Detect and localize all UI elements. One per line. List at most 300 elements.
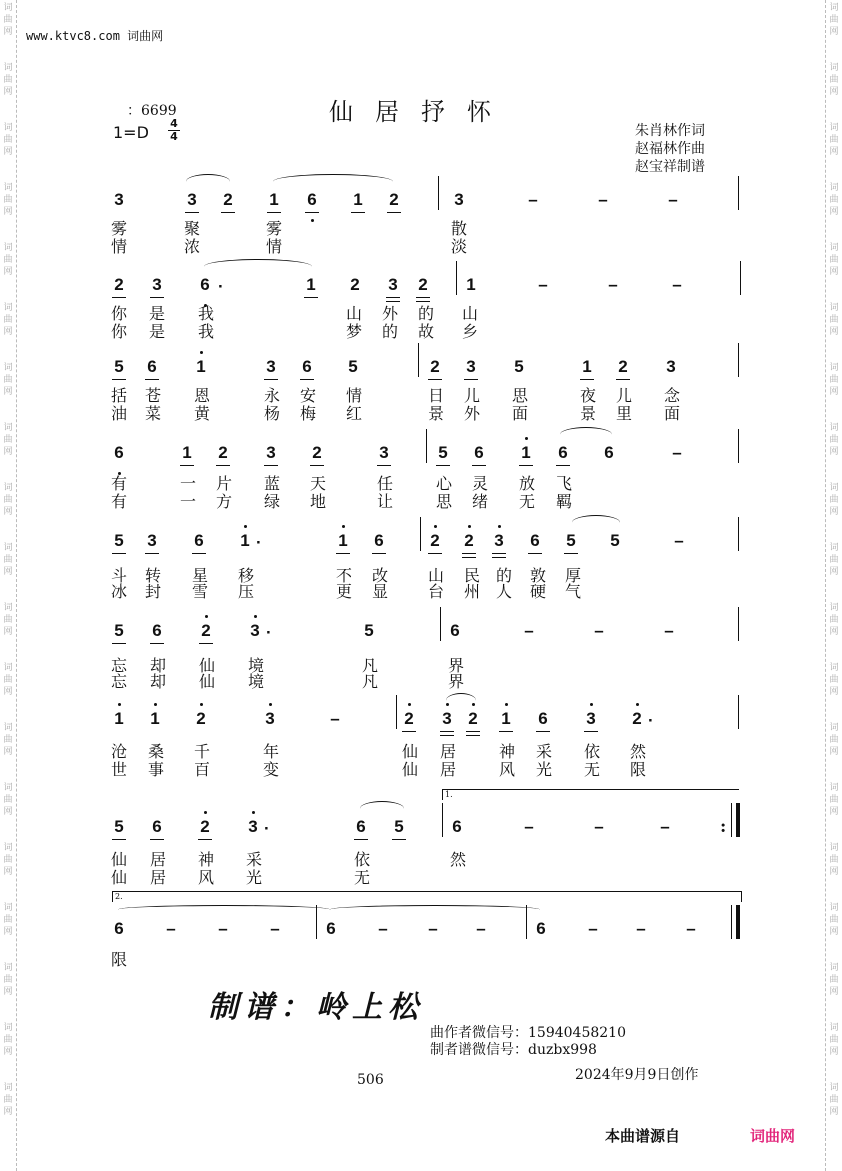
time-top: 4	[170, 117, 178, 130]
note: 5	[110, 357, 128, 377]
dash: –	[428, 919, 438, 938]
lyric: 采	[245, 850, 262, 869]
lyric: 敦	[529, 566, 546, 585]
lyric: 情	[110, 237, 127, 256]
dash: –	[594, 817, 604, 836]
barline	[418, 343, 419, 377]
transcriber: 赵宝祥制谱	[635, 159, 705, 175]
note: 3	[462, 357, 480, 377]
barline	[738, 176, 739, 210]
lyric: 儿	[615, 386, 632, 405]
note: 3	[143, 531, 161, 551]
barline	[526, 905, 527, 939]
creation-date: 2024年9月9日创作	[575, 1067, 699, 1083]
lyric: 方	[215, 492, 232, 511]
lyric: 绿	[263, 492, 280, 511]
note: 2	[350, 275, 360, 294]
barline	[731, 905, 732, 939]
lyric: 神	[197, 850, 214, 869]
lyric: 不	[335, 566, 352, 585]
dash: –	[218, 919, 228, 938]
watermark-text: 词 曲 网	[3, 1023, 13, 1057]
dash: –	[524, 621, 534, 640]
note: 5	[610, 531, 620, 550]
lyric: 限	[110, 950, 127, 969]
lyric: 光	[245, 868, 262, 887]
note: 2	[464, 709, 482, 729]
note: 6	[190, 531, 208, 551]
note: 3	[148, 275, 166, 295]
watermark-text: 词 曲 网	[829, 903, 839, 937]
watermark-text: 词 曲 网	[3, 543, 13, 577]
time-bottom: 4	[170, 130, 178, 143]
note: 2	[426, 357, 444, 377]
lyric: 事	[147, 760, 164, 779]
note: 2	[196, 817, 214, 837]
note: 6	[114, 919, 124, 938]
barline	[438, 176, 439, 210]
dash: –	[528, 190, 538, 209]
note: 3	[261, 709, 279, 729]
lyric: 风	[197, 868, 214, 887]
lyric: 念	[663, 386, 680, 405]
watermark-text: 词 曲 网	[829, 1023, 839, 1057]
dash: –	[636, 919, 646, 938]
source-brand-link[interactable]: 词曲网	[750, 1127, 796, 1145]
lyric: 是	[148, 322, 165, 341]
note: 1	[497, 709, 515, 729]
lyric: 外	[381, 304, 398, 323]
lyric: 采	[535, 742, 552, 761]
lyric: 儿	[463, 386, 480, 405]
watermark-text: 词 曲 网	[3, 3, 13, 37]
lyric: 仙	[110, 868, 127, 887]
watermark-text: 词 曲 网	[829, 843, 839, 877]
note: 5	[110, 621, 128, 641]
note: 1	[236, 531, 254, 551]
note: 6	[196, 275, 214, 295]
lyric: 雾	[110, 219, 127, 238]
lyric: 年	[262, 742, 279, 761]
dash: –	[668, 190, 678, 209]
slur	[560, 427, 612, 442]
note: 2	[426, 531, 444, 551]
watermark-text: 词 曲 网	[3, 303, 13, 337]
lyric: 飞	[555, 474, 572, 493]
lyric: 境	[247, 656, 264, 675]
note: 3	[582, 709, 600, 729]
lyric: 无	[518, 492, 535, 511]
lyric: 压	[237, 582, 254, 601]
lyric: 红	[345, 404, 362, 423]
repeat-dots: :	[720, 817, 727, 837]
composer-wechat: 曲作者微信号：15940458210	[430, 1025, 626, 1041]
aug-dot: ·	[266, 623, 272, 642]
lyric: 仙	[110, 850, 127, 869]
note: 6	[470, 443, 488, 463]
lyric: 州	[463, 582, 480, 601]
note: 6	[352, 817, 370, 837]
lyric: 任	[376, 474, 393, 493]
note: 2	[197, 621, 215, 641]
lyric: 忘	[110, 656, 127, 675]
note: 1	[517, 443, 535, 463]
lyric: 情	[345, 386, 362, 405]
watermark-text: 词 曲 网	[3, 243, 13, 277]
lyric: 片	[215, 474, 232, 493]
lyric: 百	[193, 760, 210, 779]
note: 5	[434, 443, 452, 463]
note: 3	[454, 190, 464, 209]
dash: –	[588, 919, 598, 938]
note: 2	[400, 709, 418, 729]
final-barline	[736, 803, 740, 837]
note: 3	[438, 709, 456, 729]
lyric: 仙	[198, 656, 215, 675]
lyric: 厚	[564, 566, 581, 585]
lyric: 羁	[555, 492, 572, 511]
lyric: 山	[345, 304, 362, 323]
lyric: 更	[335, 582, 352, 601]
dash: –	[166, 919, 176, 938]
barline	[738, 695, 739, 729]
watermark-text: 词 曲 网	[3, 603, 13, 637]
lyric: 你	[110, 322, 127, 341]
note: 3	[114, 190, 124, 209]
lyric: 一	[179, 492, 196, 511]
lyric: 然	[449, 850, 466, 869]
slur	[186, 174, 230, 189]
lyric: 却	[149, 656, 166, 675]
note: 6	[110, 443, 128, 463]
lyric: 神	[498, 742, 515, 761]
watermark-text: 词 曲 网	[829, 723, 839, 757]
lyric: 人	[495, 582, 512, 601]
lyric: 雪	[191, 582, 208, 601]
lyric: 外	[463, 404, 480, 423]
watermark-text: 词 曲 网	[829, 783, 839, 817]
lyric: 景	[579, 404, 596, 423]
lyric: 光	[535, 760, 552, 779]
note: 3	[666, 357, 676, 376]
note: 1	[302, 275, 320, 295]
lyric: 乡	[461, 322, 478, 341]
lyric: 凡	[361, 672, 378, 691]
dash: –	[476, 919, 486, 938]
tie	[330, 905, 540, 914]
lyric: 气	[564, 582, 581, 601]
lyric: 让	[376, 492, 393, 511]
watermark-text: 词 曲 网	[3, 363, 13, 397]
lyric: 却	[149, 672, 166, 691]
lyric: 居	[439, 760, 456, 779]
lyricist: 朱肖林作词	[635, 123, 705, 139]
lyric: 思	[435, 492, 452, 511]
watermark-text: 词 曲 网	[3, 663, 13, 697]
lyric: 然	[629, 742, 646, 761]
lyric: 景	[427, 404, 444, 423]
lyric: 显	[371, 582, 388, 601]
note: 1	[334, 531, 352, 551]
lyric: 杨	[263, 404, 280, 423]
lyric: 转	[144, 566, 161, 585]
contact-info	[430, 1025, 626, 1059]
note: 6	[370, 531, 388, 551]
note: 6	[148, 621, 166, 641]
page-number: 506	[357, 1072, 384, 1088]
lyric: 斗	[110, 566, 127, 585]
watermark-text: 词 曲 网	[829, 963, 839, 997]
watermark-text: 词 曲 网	[829, 243, 839, 277]
lyric: 境	[247, 672, 264, 691]
dash: –	[664, 621, 674, 640]
lyric: 的	[381, 322, 398, 341]
dash: –	[672, 443, 682, 462]
lyric: 绪	[471, 492, 488, 511]
watermark-text: 词 曲 网	[829, 3, 839, 37]
note: 6	[148, 817, 166, 837]
note: 3	[490, 531, 508, 551]
note: 1	[265, 190, 283, 210]
watermark-text: 词 曲 网	[829, 303, 839, 337]
staff-line-5	[0, 531, 842, 621]
lyric: 山	[461, 304, 478, 323]
barline	[738, 607, 739, 641]
time-signature	[168, 118, 180, 143]
aug-dot: ·	[256, 533, 262, 552]
dash: –	[598, 190, 608, 209]
barline	[316, 905, 317, 939]
dash: –	[674, 531, 684, 550]
lyric: 变	[262, 760, 279, 779]
watermark-text: 词 曲 网	[3, 1083, 13, 1117]
lyric: 淡	[450, 237, 467, 256]
dash: –	[686, 919, 696, 938]
watermark-text: 词 曲 网	[3, 183, 13, 217]
note: 2	[308, 443, 326, 463]
note: 1	[466, 275, 476, 294]
final-barline	[736, 905, 740, 939]
watermark-text: 词 曲 网	[3, 903, 13, 937]
watermark-text: 词 曲 网	[3, 123, 13, 157]
composer: 赵福林作曲	[635, 141, 705, 157]
note: 6	[526, 531, 544, 551]
lyric: 界	[447, 672, 464, 691]
note: 6	[303, 190, 321, 210]
note: 5	[390, 817, 408, 837]
lyric: 油	[110, 404, 127, 423]
note: 1	[349, 190, 367, 210]
lyric: 千	[193, 742, 210, 761]
lyric: 心	[435, 474, 452, 493]
barline	[420, 517, 421, 551]
staff-line-6	[0, 621, 842, 711]
slur	[204, 259, 312, 274]
watermark-text: 词 曲 网	[3, 843, 13, 877]
source-label: 本曲谱源自	[605, 1127, 681, 1145]
lyric: 依	[353, 850, 370, 869]
note: 2	[214, 443, 232, 463]
staff-line-3	[0, 357, 842, 447]
site-url[interactable]: www.ktvc8.com 词曲网	[26, 29, 164, 43]
transcriber-signature: 制谱：岭上松	[208, 990, 424, 1025]
lyric: 梦	[345, 322, 362, 341]
lyric: 仙	[401, 742, 418, 761]
watermark-text: 词 曲 网	[829, 183, 839, 217]
barline	[738, 343, 739, 377]
note: 3	[262, 443, 280, 463]
dash: –	[270, 919, 280, 938]
lyric: 我	[197, 322, 214, 341]
song-title: 仙居抒怀	[329, 98, 513, 126]
note: 5	[110, 817, 128, 837]
note: 5	[348, 357, 358, 376]
note: 2	[110, 275, 128, 295]
lyric: 蓝	[263, 474, 280, 493]
aug-dot: ·	[648, 711, 654, 730]
lyric: 地	[309, 492, 326, 511]
slur	[572, 515, 620, 530]
lyric: 界	[447, 656, 464, 675]
staff-line-1	[0, 190, 842, 280]
note: 6	[452, 817, 462, 836]
dash: –	[594, 621, 604, 640]
staff-line-7	[0, 709, 842, 799]
barline	[731, 803, 732, 837]
lyric: 情	[265, 237, 282, 256]
watermark-text: 词 曲 网	[829, 543, 839, 577]
note: 6	[604, 443, 614, 462]
lyric: 故	[417, 322, 434, 341]
slur	[360, 801, 404, 816]
lyric: 依	[583, 742, 600, 761]
lyric: 放	[518, 474, 535, 493]
lyric: 恩	[193, 386, 210, 405]
note: 2	[192, 709, 210, 729]
lyric: 思	[511, 386, 528, 405]
lyric: 黄	[193, 404, 210, 423]
volta-1: 1.	[442, 789, 739, 800]
lyric: 安	[299, 386, 316, 405]
dash: –	[330, 709, 340, 728]
watermark-text: 词 曲 网	[829, 1083, 839, 1117]
staff-line-4	[0, 443, 842, 533]
lyric: 我	[197, 304, 214, 323]
lyric: 散	[450, 219, 467, 238]
lyric: 夜	[579, 386, 596, 405]
barline	[440, 607, 441, 641]
note: 5	[110, 531, 128, 551]
lyric: 雾	[265, 219, 282, 238]
lyric: 灵	[471, 474, 488, 493]
note: 6	[326, 919, 336, 938]
lyric: 括	[110, 386, 127, 405]
note: 1	[146, 709, 164, 729]
lyric: 无	[583, 760, 600, 779]
watermark-text: 词 曲 网	[829, 663, 839, 697]
note: 6	[298, 357, 316, 377]
barline	[442, 803, 443, 837]
lyric: 民	[463, 566, 480, 585]
tie	[118, 905, 330, 914]
lyric: 居	[439, 742, 456, 761]
lyric: 里	[615, 404, 632, 423]
lyric: 日	[427, 386, 444, 405]
note: 6	[536, 919, 546, 938]
note: 1	[110, 709, 128, 729]
watermark-text: 词 曲 网	[3, 723, 13, 757]
watermark-text: 词 曲 网	[3, 423, 13, 457]
watermark-text: 词 曲 网	[3, 483, 13, 517]
lyric: 无	[353, 868, 370, 887]
note: 3	[262, 357, 280, 377]
lyric: 星	[191, 566, 208, 585]
barline	[396, 695, 397, 729]
lyric: 限	[629, 760, 646, 779]
lyric: 世	[110, 760, 127, 779]
barline	[426, 429, 427, 463]
lyric: 山	[427, 566, 444, 585]
lyric: 仙	[401, 760, 418, 779]
note: 6	[534, 709, 552, 729]
note: 6	[554, 443, 572, 463]
slur	[446, 693, 476, 708]
lyric: 天	[309, 474, 326, 493]
barline	[456, 261, 457, 295]
watermark-text: 词 曲 网	[3, 783, 13, 817]
note: 1	[578, 357, 596, 377]
key-signature: 1=D	[113, 123, 149, 142]
note: 3	[384, 275, 402, 295]
aug-dot: ·	[264, 819, 270, 838]
watermark-text: 词 曲 网	[829, 483, 839, 517]
transcriber-wechat: 制者谱微信号：duzbx998	[430, 1042, 597, 1058]
staff-line-2	[0, 275, 842, 365]
lyric: 面	[663, 404, 680, 423]
lyric: 是	[148, 304, 165, 323]
dash: –	[378, 919, 388, 938]
note: 2	[385, 190, 403, 210]
lyric: 的	[495, 566, 512, 585]
note: 6	[143, 357, 161, 377]
dash: –	[538, 275, 548, 294]
watermark-text: 词 曲 网	[829, 363, 839, 397]
lyric: 有	[110, 492, 127, 511]
dash: –	[524, 817, 534, 836]
lyric: 冰	[110, 582, 127, 601]
note: 2	[460, 531, 478, 551]
lyric: 风	[498, 760, 515, 779]
lyric: 凡	[361, 656, 378, 675]
lyric: 硬	[529, 582, 546, 601]
lyric: 一	[179, 474, 196, 493]
credits	[635, 122, 705, 176]
note: 3	[375, 443, 393, 463]
note: 2	[414, 275, 432, 295]
note: 5	[514, 357, 524, 376]
note: 2	[628, 709, 646, 729]
lyric: 浓	[183, 237, 200, 256]
dash: –	[672, 275, 682, 294]
note: 6	[450, 621, 460, 640]
watermark-text: 词 曲 网	[829, 123, 839, 157]
watermark-text: 词 曲 网	[829, 423, 839, 457]
lyric: 沧	[110, 742, 127, 761]
dash: –	[660, 817, 670, 836]
song-number: ：6699	[127, 103, 177, 119]
note: 3	[246, 621, 264, 641]
note: 2	[219, 190, 237, 210]
